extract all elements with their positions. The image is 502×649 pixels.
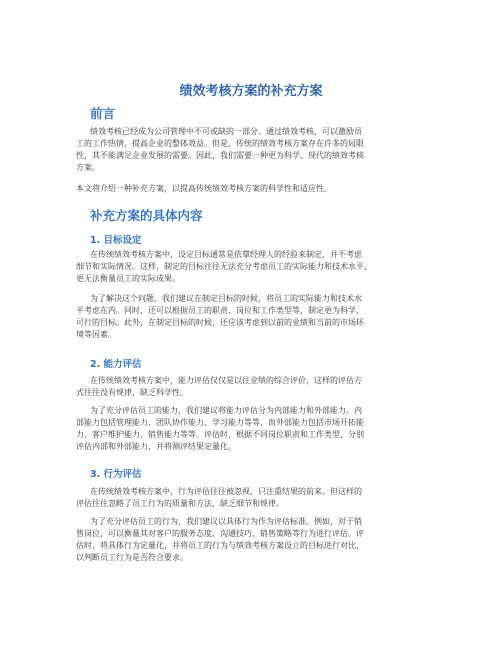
text-line: 方案。 <box>76 163 100 172</box>
text-line: 为了解决这个问题，我们建议在制定目标的时候，将员工的实际能力和技术水 <box>90 294 362 303</box>
text-line: 售岗位，可以衡量其对客户的服务态度、沟通技巧、销售策略等行为进行评估。评 <box>76 529 364 538</box>
text-line: 以判断员工行为是否符合要求。 <box>76 553 188 562</box>
text-line: 本文将介绍一种补充方案，以提高传统绩效考核方案的科学性和适应性。 <box>76 184 332 193</box>
text-line: 估时，将具体行为定量化，并将员工的行为与绩效考核方案设立的目标进行对比， <box>76 541 364 550</box>
section-3-heading: 3. 行为评估 <box>90 469 142 480</box>
text-line: 性，其不能满足企业发展的需要。因此，我们需要一种更为科学、现代的绩效考核 <box>76 151 364 160</box>
section-1-paragraph-2 <box>76 293 430 341</box>
section-2-paragraph-1 <box>76 375 430 399</box>
text-line: 可行的目标。此外，在制定目标的时候，还应该考虑到以前的业绩和当前的市场环 <box>76 318 364 327</box>
preface-heading: 前言 <box>90 106 116 121</box>
preface-paragraph-1 <box>76 126 430 174</box>
section-3-paragraph-1 <box>76 486 430 510</box>
text-line: 力、客户维护能力、销售能力等等。评估时，根据不同岗位职责和工作类型，分别 <box>76 430 364 439</box>
text-line: 在传统绩效考核方案中，能力评估仅仅是以往业绩的综合评价，这样的评估方 <box>90 376 362 385</box>
section-1-heading: 1. 目标设定 <box>90 235 142 246</box>
text-line: 细节和实际情况。这样，制定的目标往往无法充分考虑员工的实际能力和技术水平， <box>76 262 372 271</box>
content-heading: 补充方案的具体内容 <box>90 208 203 223</box>
text-line: 在传统绩效考核方案中，行为评估往往被忽视，只注重结果的前来。但这样的 <box>90 487 362 496</box>
text-line: 评估内部和外部能力，并将测评结果定量化。 <box>76 442 236 451</box>
text-line: 为了充分评估员工的行为，我们建议以具体行为作为评估标准。例如，对于销 <box>90 517 362 526</box>
text-line: 为了充分评估员工的能力，我们建议将能力评估分为内部能力和外部能力。内 <box>90 406 362 415</box>
section-2-heading: 2. 能力评估 <box>90 359 142 370</box>
text-line: 平考虑在内。同时，还可以根据员工的职责、岗位和工作类型等，制定更为科学、 <box>76 306 364 315</box>
text-line: 部能力包括管理能力、团队协作能力、学习能力等等，而外部能力包括市场开拓能 <box>76 418 364 427</box>
text-line: 式往往没有规律，缺乏科学性。 <box>76 388 188 397</box>
document-title: 绩效考核方案的补充方案 <box>179 84 323 99</box>
text-line: 更无法衡量员工的实际成果。 <box>76 274 180 283</box>
text-line: 绩效考核已经成为公司管理中不可或缺的一部分。通过绩效考核，可以激励员 <box>90 127 362 136</box>
text-line: 工的工作热情，提高企业的整体效益。但是，传统的绩效考核方案存在许多的局限 <box>76 139 364 148</box>
section-1-paragraph-1 <box>76 249 430 285</box>
section-3-paragraph-2 <box>76 516 430 564</box>
text-line: 境等因素。 <box>76 330 116 339</box>
text-line: 在传统绩效考核方案中，设定目标通常是依靠经理人的经验来制定，并不考虑 <box>90 250 362 259</box>
text-line: 评估往往忽略了员工行为的质量和方法，缺乏细节和规律。 <box>76 499 284 508</box>
section-2-paragraph-2 <box>76 405 430 453</box>
preface-paragraph-2 <box>76 183 430 195</box>
